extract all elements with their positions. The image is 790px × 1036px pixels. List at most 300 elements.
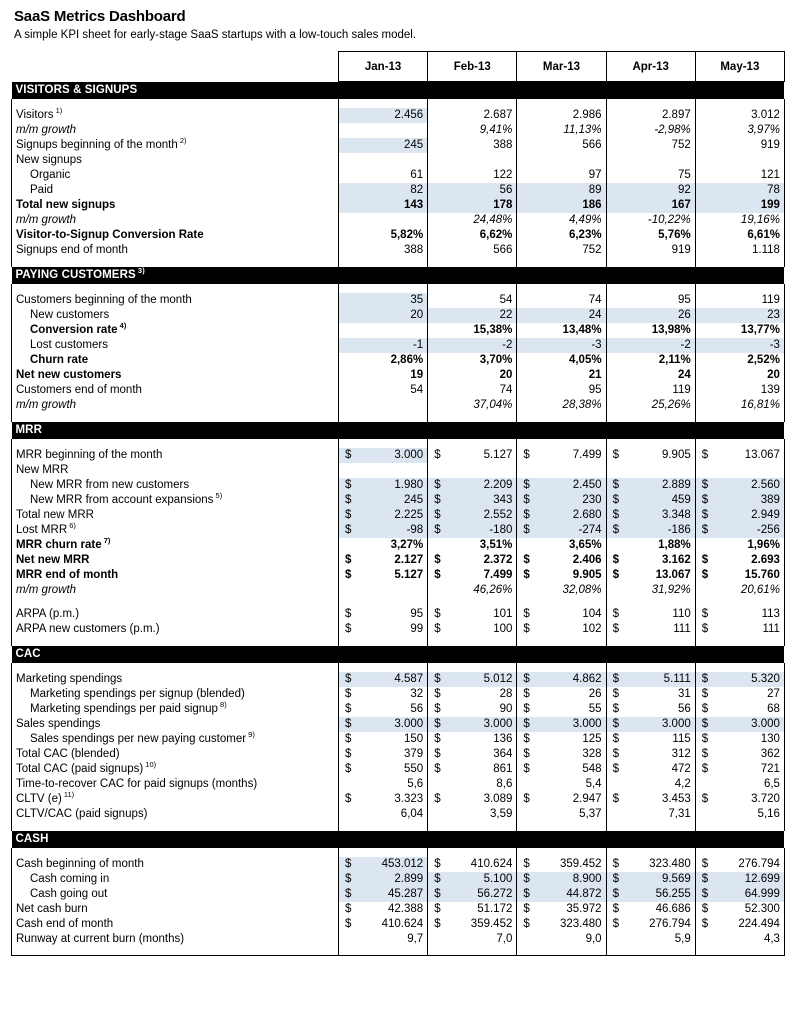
- cell-mrr-churn-rate-apr-13[interactable]: 1,88%: [606, 538, 695, 553]
- cell-cash-going-out-jan-13[interactable]: $ 45.287: [339, 887, 428, 902]
- cell-arpa-p-m-jan-13[interactable]: $ 95: [339, 607, 428, 622]
- cell-mrr-churn-rate-jan-13[interactable]: 3,27%: [339, 538, 428, 553]
- cell-new-customers-may-13[interactable]: 23: [695, 308, 784, 323]
- cell-arpa-new-customers-p-m-feb-13[interactable]: $ 100: [428, 622, 517, 637]
- spacer-cell: [606, 822, 695, 831]
- row-label-marketing-spendings-per-paid-signup: Marketing spendings per paid signup $^{8)}$: [12, 702, 339, 717]
- cell-cash-going-out-mar-13[interactable]: $ 44.872: [517, 887, 606, 902]
- cell-m-m-growth-jan-13[interactable]: [339, 398, 428, 413]
- cell-paid-apr-13[interactable]: 92: [606, 183, 695, 198]
- row-label-new-mrr: New MRR: [12, 463, 339, 478]
- cell-new-customers-feb-13[interactable]: 22: [428, 308, 517, 323]
- spacer-row: [12, 439, 785, 448]
- cell-total-new-mrr-mar-13[interactable]: $ 2.680: [517, 508, 606, 523]
- currency-symbol: $: [434, 903, 441, 915]
- cell-cash-coming-in-may-13[interactable]: $ 12.699: [695, 872, 784, 887]
- cell-total-cac-paid-signups-mar-13[interactable]: $ 548: [517, 762, 606, 777]
- cell-cash-end-of-month-apr-13[interactable]: $ 276.794: [606, 917, 695, 932]
- cell-new-signups-mar-13[interactable]: [517, 153, 606, 168]
- cell-net-cash-burn-may-13[interactable]: $ 52.300: [695, 902, 784, 917]
- cell-new-mrr-feb-13[interactable]: [428, 463, 517, 478]
- currency-symbol: $: [701, 888, 709, 900]
- table-row: [12, 777, 785, 792]
- cell-marketing-spendings-per-signup-blended-feb-13[interactable]: $ 28: [428, 687, 517, 702]
- cell-sales-spendings-per-new-paying-customer-feb-13[interactable]: $ 136: [428, 732, 517, 747]
- cell-customers-end-of-month-mar-13[interactable]: 95: [517, 383, 606, 398]
- spacer-cell: [428, 284, 517, 293]
- footnote-marker: 10): [143, 760, 157, 770]
- cell-m-m-growth-mar-13[interactable]: 11,13%: [517, 123, 606, 138]
- cell-total-cac-paid-signups-jan-13[interactable]: $ 550: [339, 762, 428, 777]
- cell-paid-feb-13[interactable]: 56: [428, 183, 517, 198]
- cell-cash-beginning-of-month-jan-13[interactable]: $ 453.012: [339, 857, 428, 872]
- cell-total-cac-blended-may-13[interactable]: $ 362: [695, 747, 784, 762]
- table-row: [12, 887, 785, 902]
- cell-new-mrr-from-account-expansions-mar-13[interactable]: $ 230: [517, 493, 606, 508]
- cell-sales-spendings-apr-13[interactable]: $ 3.000: [606, 717, 695, 732]
- cell-time-to-recover-cac-for-paid-signups-months-may-13[interactable]: 6,5: [695, 777, 784, 792]
- cell-net-new-customers-apr-13[interactable]: 24: [606, 368, 695, 383]
- currency-symbol: $: [434, 733, 441, 745]
- currency-symbol: $: [612, 793, 619, 805]
- currency-symbol: $: [345, 449, 352, 461]
- row-label-visitors: Visitors $^{1)}$: [12, 108, 339, 123]
- cell-mrr-beginning-of-the-month-mar-13[interactable]: $ 7.499: [517, 448, 606, 463]
- cell-sales-spendings-mar-13[interactable]: $ 3.000: [517, 717, 606, 732]
- cell-runway-at-current-burn-months-apr-13[interactable]: 5,9: [606, 932, 695, 947]
- spacer-row: [12, 598, 785, 607]
- cell-m-m-growth-mar-13[interactable]: 32,08%: [517, 583, 606, 598]
- cell-cltv-e-feb-13[interactable]: $ 3.089: [428, 792, 517, 807]
- currency-symbol: $: [701, 449, 709, 461]
- table-row: [12, 508, 785, 523]
- cell-cash-end-of-month-mar-13[interactable]: $ 323.480: [517, 917, 606, 932]
- cell-arpa-p-m-mar-13[interactable]: $ 104: [517, 607, 606, 622]
- cell-arpa-p-m-apr-13[interactable]: $ 110: [606, 607, 695, 622]
- cell-organic-apr-13[interactable]: 75: [606, 168, 695, 183]
- cell-marketing-spendings-may-13[interactable]: $ 5.320: [695, 672, 784, 687]
- cell-signups-end-of-month-apr-13[interactable]: 919: [606, 243, 695, 258]
- cell-lost-mrr-jan-13[interactable]: $ -98: [339, 523, 428, 538]
- cell-new-mrr-from-new-customers-may-13[interactable]: $ 2.560: [695, 478, 784, 493]
- currency-symbol: $: [434, 569, 441, 581]
- cell-arpa-new-customers-p-m-mar-13[interactable]: $ 102: [517, 622, 606, 637]
- currency-symbol: $: [612, 733, 619, 745]
- cell-cash-going-out-feb-13[interactable]: $ 56.272: [428, 887, 517, 902]
- cell-customers-beginning-of-the-month-mar-13[interactable]: 74: [517, 293, 606, 308]
- cell-mrr-end-of-month-jan-13[interactable]: $ 5.127: [339, 568, 428, 583]
- cell-lost-customers-feb-13[interactable]: -2: [428, 338, 517, 353]
- cell-conversion-rate-apr-13[interactable]: 13,98%: [606, 323, 695, 338]
- cell-lost-customers-mar-13[interactable]: -3: [517, 338, 606, 353]
- table-row: [12, 493, 785, 508]
- cell-m-m-growth-jan-13[interactable]: [339, 123, 428, 138]
- cell-paid-may-13[interactable]: 78: [695, 183, 784, 198]
- cell-churn-rate-mar-13[interactable]: 4,05%: [517, 353, 606, 368]
- cell-visitors-apr-13[interactable]: 2.897: [606, 108, 695, 123]
- cell-cltv-e-apr-13[interactable]: $ 3.453: [606, 792, 695, 807]
- cell-total-cac-paid-signups-feb-13[interactable]: $ 861: [428, 762, 517, 777]
- cell-runway-at-current-burn-months-feb-13[interactable]: 7,0: [428, 932, 517, 947]
- cell-runway-at-current-burn-months-may-13[interactable]: 4,3: [695, 932, 784, 947]
- row-label-sales-spendings: Sales spendings: [12, 717, 339, 732]
- cell-new-mrr-jan-13[interactable]: [339, 463, 428, 478]
- cell-cash-end-of-month-jan-13[interactable]: $ 410.624: [339, 917, 428, 932]
- spacer-cell: [339, 258, 428, 267]
- cell-marketing-spendings-per-signup-blended-jan-13[interactable]: $ 32: [339, 687, 428, 702]
- row-label-sales-spendings-per-new-paying-customer: Sales spendings per new paying customer $^{9)}$: [12, 732, 339, 747]
- cell-mrr-beginning-of-the-month-apr-13[interactable]: $ 9.905: [606, 448, 695, 463]
- cell-cash-beginning-of-month-apr-13[interactable]: $ 323.480: [606, 857, 695, 872]
- currency-symbol: $: [434, 673, 441, 685]
- cell-cash-coming-in-apr-13[interactable]: $ 9.569: [606, 872, 695, 887]
- cell-marketing-spendings-jan-13[interactable]: $ 4.587: [339, 672, 428, 687]
- cell-total-cac-blended-mar-13[interactable]: $ 328: [517, 747, 606, 762]
- cell-cltv-e-mar-13[interactable]: $ 2.947: [517, 792, 606, 807]
- row-label-runway-at-current-burn-months: Runway at current burn (months): [12, 932, 339, 947]
- cell-time-to-recover-cac-for-paid-signups-months-apr-13[interactable]: 4,2: [606, 777, 695, 792]
- cell-cash-coming-in-jan-13[interactable]: $ 2.899: [339, 872, 428, 887]
- cell-net-new-mrr-jan-13[interactable]: $ 2.127: [339, 553, 428, 568]
- cell-visitor-to-signup-conversion-rate-mar-13[interactable]: 6,23%: [517, 228, 606, 243]
- currency-symbol: $: [612, 494, 619, 506]
- cell-total-cac-paid-signups-apr-13[interactable]: $ 472: [606, 762, 695, 777]
- cell-cash-end-of-month-feb-13[interactable]: $ 359.452: [428, 917, 517, 932]
- cell-net-new-mrr-feb-13[interactable]: $ 2.372: [428, 553, 517, 568]
- cell-total-cac-blended-feb-13[interactable]: $ 364: [428, 747, 517, 762]
- cell-mrr-beginning-of-the-month-jan-13[interactable]: $ 3.000: [339, 448, 428, 463]
- cell-cash-beginning-of-month-feb-13[interactable]: $ 410.624: [428, 857, 517, 872]
- cell-new-mrr-from-new-customers-jan-13[interactable]: $ 1.980: [339, 478, 428, 493]
- cell-visitors-may-13[interactable]: 3.012: [695, 108, 784, 123]
- cell-lost-mrr-feb-13[interactable]: $ -180: [428, 523, 517, 538]
- cell-mrr-beginning-of-the-month-may-13[interactable]: $ 13.067: [695, 448, 784, 463]
- table-row: [12, 932, 785, 947]
- cell-churn-rate-may-13[interactable]: 2,52%: [695, 353, 784, 368]
- cell-m-m-growth-apr-13[interactable]: -10,22%: [606, 213, 695, 228]
- cell-new-mrr-from-new-customers-mar-13[interactable]: $ 2.450: [517, 478, 606, 493]
- cell-signups-end-of-month-feb-13[interactable]: 566: [428, 243, 517, 258]
- cell-signups-beginning-of-the-month-jan-13[interactable]: 245: [339, 138, 428, 153]
- currency-symbol: $: [434, 494, 441, 506]
- cell-m-m-growth-feb-13[interactable]: 46,26%: [428, 583, 517, 598]
- table-row: [12, 198, 785, 213]
- spacer-cell: [428, 947, 517, 956]
- cell-m-m-growth-feb-13[interactable]: 37,04%: [428, 398, 517, 413]
- cell-visitors-jan-13[interactable]: 2.456: [339, 108, 428, 123]
- cell-sales-spendings-feb-13[interactable]: $ 3.000: [428, 717, 517, 732]
- cell-new-signups-apr-13[interactable]: [606, 153, 695, 168]
- cell-m-m-growth-jan-13[interactable]: [339, 583, 428, 598]
- spacer-label: [12, 848, 339, 857]
- cell-total-new-signups-may-13[interactable]: 199: [695, 198, 784, 213]
- table-row: [12, 478, 785, 493]
- cell-new-mrr-from-account-expansions-feb-13[interactable]: $ 343: [428, 493, 517, 508]
- cell-m-m-growth-jan-13[interactable]: [339, 213, 428, 228]
- currency-symbol: $: [612, 509, 619, 521]
- currency-symbol: $: [434, 793, 441, 805]
- cell-cash-coming-in-mar-13[interactable]: $ 8.900: [517, 872, 606, 887]
- currency-symbol: $: [612, 763, 619, 775]
- spacer-cell: [428, 848, 517, 857]
- cell-time-to-recover-cac-for-paid-signups-months-feb-13[interactable]: 8,6: [428, 777, 517, 792]
- cell-new-signups-may-13[interactable]: [695, 153, 784, 168]
- cell-customers-beginning-of-the-month-apr-13[interactable]: 95: [606, 293, 695, 308]
- cell-net-new-customers-mar-13[interactable]: 21: [517, 368, 606, 383]
- cell-marketing-spendings-per-paid-signup-feb-13[interactable]: $ 90: [428, 702, 517, 717]
- cell-net-new-mrr-mar-13[interactable]: $ 2.406: [517, 553, 606, 568]
- cell-signups-end-of-month-may-13[interactable]: 1.118: [695, 243, 784, 258]
- cell-cash-going-out-apr-13[interactable]: $ 56.255: [606, 887, 695, 902]
- cell-customers-end-of-month-jan-13[interactable]: 54: [339, 383, 428, 398]
- cell-time-to-recover-cac-for-paid-signups-months-mar-13[interactable]: 5,4: [517, 777, 606, 792]
- cell-total-cac-blended-jan-13[interactable]: $ 379: [339, 747, 428, 762]
- cell-new-mrr-from-account-expansions-may-13[interactable]: $ 389: [695, 493, 784, 508]
- table-row: [12, 308, 785, 323]
- cell-total-new-signups-jan-13[interactable]: 143: [339, 198, 428, 213]
- cell-signups-beginning-of-the-month-apr-13[interactable]: 752: [606, 138, 695, 153]
- cell-sales-spendings-per-new-paying-customer-may-13[interactable]: $ 130: [695, 732, 784, 747]
- cell-mrr-end-of-month-apr-13[interactable]: $ 13.067: [606, 568, 695, 583]
- cell-visitors-feb-13[interactable]: 2.687: [428, 108, 517, 123]
- table-row: [12, 463, 785, 478]
- cell-cltv-cac-paid-signups-feb-13[interactable]: 3,59: [428, 807, 517, 822]
- cell-lost-mrr-may-13[interactable]: $ -256: [695, 523, 784, 538]
- currency-symbol: $: [612, 903, 619, 915]
- currency-symbol: $: [345, 718, 352, 730]
- cell-visitor-to-signup-conversion-rate-may-13[interactable]: 6,61%: [695, 228, 784, 243]
- cell-m-m-growth-may-13[interactable]: 16,81%: [695, 398, 784, 413]
- cell-mrr-churn-rate-may-13[interactable]: 1,96%: [695, 538, 784, 553]
- cell-visitor-to-signup-conversion-rate-apr-13[interactable]: 5,76%: [606, 228, 695, 243]
- cell-customers-end-of-month-feb-13[interactable]: 74: [428, 383, 517, 398]
- cell-net-cash-burn-jan-13[interactable]: $ 42.388: [339, 902, 428, 917]
- cell-cltv-e-may-13[interactable]: $ 3.720: [695, 792, 784, 807]
- cell-m-m-growth-may-13[interactable]: 3,97%: [695, 123, 784, 138]
- cell-customers-end-of-month-apr-13[interactable]: 119: [606, 383, 695, 398]
- cell-total-new-mrr-feb-13[interactable]: $ 2.552: [428, 508, 517, 523]
- cell-sales-spendings-per-new-paying-customer-mar-13[interactable]: $ 125: [517, 732, 606, 747]
- cell-lost-mrr-apr-13[interactable]: $ -186: [606, 523, 695, 538]
- cell-sales-spendings-jan-13[interactable]: $ 3.000: [339, 717, 428, 732]
- cell-mrr-end-of-month-feb-13[interactable]: $ 7.499: [428, 568, 517, 583]
- cell-marketing-spendings-per-signup-blended-mar-13[interactable]: $ 26: [517, 687, 606, 702]
- spacer-cell: [695, 413, 784, 422]
- cell-net-cash-burn-apr-13[interactable]: $ 46.686: [606, 902, 695, 917]
- cell-marketing-spendings-feb-13[interactable]: $ 5.012: [428, 672, 517, 687]
- cell-paid-jan-13[interactable]: 82: [339, 183, 428, 198]
- cell-mrr-end-of-month-mar-13[interactable]: $ 9.905: [517, 568, 606, 583]
- table-row: [12, 583, 785, 598]
- cell-sales-spendings-may-13[interactable]: $ 3.000: [695, 717, 784, 732]
- cell-arpa-new-customers-p-m-apr-13[interactable]: $ 111: [606, 622, 695, 637]
- cell-net-new-customers-jan-13[interactable]: 19: [339, 368, 428, 383]
- cell-signups-end-of-month-jan-13[interactable]: 388: [339, 243, 428, 258]
- spacer-cell: [606, 598, 695, 607]
- cell-marketing-spendings-per-paid-signup-apr-13[interactable]: $ 56: [606, 702, 695, 717]
- currency-symbol: $: [434, 858, 441, 870]
- currency-symbol: $: [345, 888, 352, 900]
- row-label-lost-mrr: Lost MRR $^{6)}$: [12, 523, 339, 538]
- cell-conversion-rate-may-13[interactable]: 13,77%: [695, 323, 784, 338]
- cell-marketing-spendings-per-paid-signup-jan-13[interactable]: $ 56: [339, 702, 428, 717]
- cell-churn-rate-apr-13[interactable]: 2,11%: [606, 353, 695, 368]
- cell-conversion-rate-mar-13[interactable]: 13,48%: [517, 323, 606, 338]
- cell-signups-end-of-month-mar-13[interactable]: 752: [517, 243, 606, 258]
- cell-lost-customers-may-13[interactable]: -3: [695, 338, 784, 353]
- cell-cltv-cac-paid-signups-jan-13[interactable]: 6,04: [339, 807, 428, 822]
- cell-m-m-growth-apr-13[interactable]: -2,98%: [606, 123, 695, 138]
- section-header-paying-customers: [12, 267, 785, 284]
- cell-total-cac-paid-signups-may-13[interactable]: $ 721: [695, 762, 784, 777]
- cell-arpa-p-m-may-13[interactable]: $ 113: [695, 607, 784, 622]
- currency-symbol: $: [434, 623, 441, 635]
- cell-cash-going-out-may-13[interactable]: $ 64.999: [695, 887, 784, 902]
- cell-total-new-signups-mar-13[interactable]: 186: [517, 198, 606, 213]
- cell-arpa-p-m-feb-13[interactable]: $ 101: [428, 607, 517, 622]
- page-header: [0, 0, 790, 43]
- currency-symbol: $: [701, 918, 709, 930]
- section-title: VISITORS & SIGNUPS: [12, 82, 785, 99]
- cell-total-new-signups-apr-13[interactable]: 167: [606, 198, 695, 213]
- cell-runway-at-current-burn-months-jan-13[interactable]: 9,7: [339, 932, 428, 947]
- currency-symbol: $: [701, 688, 709, 700]
- cell-organic-jan-13[interactable]: 61: [339, 168, 428, 183]
- cell-new-mrr-from-new-customers-feb-13[interactable]: $ 2.209: [428, 478, 517, 493]
- cell-new-signups-feb-13[interactable]: [428, 153, 517, 168]
- cell-cash-beginning-of-month-may-13[interactable]: $ 276.794: [695, 857, 784, 872]
- cell-churn-rate-feb-13[interactable]: 3,70%: [428, 353, 517, 368]
- cell-cltv-cac-paid-signups-apr-13[interactable]: 7,31: [606, 807, 695, 822]
- cell-lost-mrr-mar-13[interactable]: $ -274: [517, 523, 606, 538]
- cell-sales-spendings-per-new-paying-customer-jan-13[interactable]: $ 150: [339, 732, 428, 747]
- cell-new-mrr-from-new-customers-apr-13[interactable]: $ 2.889: [606, 478, 695, 493]
- cell-conversion-rate-jan-13[interactable]: [339, 323, 428, 338]
- cell-m-m-growth-feb-13[interactable]: 24,48%: [428, 213, 517, 228]
- cell-customers-beginning-of-the-month-feb-13[interactable]: 54: [428, 293, 517, 308]
- cell-organic-mar-13[interactable]: 97: [517, 168, 606, 183]
- cell-total-new-signups-feb-13[interactable]: 178: [428, 198, 517, 213]
- cell-paid-mar-13[interactable]: 89: [517, 183, 606, 198]
- cell-signups-beginning-of-the-month-feb-13[interactable]: 388: [428, 138, 517, 153]
- cell-new-mrr-apr-13[interactable]: [606, 463, 695, 478]
- cell-organic-feb-13[interactable]: 122: [428, 168, 517, 183]
- cell-new-mrr-from-account-expansions-jan-13[interactable]: $ 245: [339, 493, 428, 508]
- cell-marketing-spendings-per-signup-blended-apr-13[interactable]: $ 31: [606, 687, 695, 702]
- cell-total-cac-blended-apr-13[interactable]: $ 312: [606, 747, 695, 762]
- column-header-feb: Feb-13: [428, 52, 517, 82]
- cell-sales-spendings-per-new-paying-customer-apr-13[interactable]: $ 115: [606, 732, 695, 747]
- spacer-label: [12, 822, 339, 831]
- currency-symbol: $: [345, 763, 352, 775]
- table-bottom-border: [12, 956, 785, 957]
- table-row: [12, 138, 785, 153]
- cell-new-signups-jan-13[interactable]: [339, 153, 428, 168]
- cell-visitor-to-signup-conversion-rate-feb-13[interactable]: 6,62%: [428, 228, 517, 243]
- cell-cltv-e-jan-13[interactable]: $ 3.323: [339, 792, 428, 807]
- cell-lost-customers-jan-13[interactable]: -1: [339, 338, 428, 353]
- cell-new-customers-mar-13[interactable]: 24: [517, 308, 606, 323]
- cell-net-cash-burn-mar-13[interactable]: $ 35.972: [517, 902, 606, 917]
- cell-marketing-spendings-apr-13[interactable]: $ 5.111: [606, 672, 695, 687]
- cell-conversion-rate-feb-13[interactable]: 15,38%: [428, 323, 517, 338]
- cell-customers-end-of-month-may-13[interactable]: 139: [695, 383, 784, 398]
- cell-signups-beginning-of-the-month-may-13[interactable]: 919: [695, 138, 784, 153]
- spacer-cell: [606, 258, 695, 267]
- row-label-signups-end-of-month: Signups end of month: [12, 243, 339, 258]
- cell-net-cash-burn-feb-13[interactable]: $ 51.172: [428, 902, 517, 917]
- cell-cash-coming-in-feb-13[interactable]: $ 5.100: [428, 872, 517, 887]
- cell-marketing-spendings-per-paid-signup-may-13[interactable]: $ 68: [695, 702, 784, 717]
- cell-m-m-growth-feb-13[interactable]: 9,41%: [428, 123, 517, 138]
- cell-mrr-end-of-month-may-13[interactable]: $ 15.760: [695, 568, 784, 583]
- currency-symbol: $: [434, 449, 441, 461]
- currency-symbol: $: [345, 748, 352, 760]
- cell-new-mrr-mar-13[interactable]: [517, 463, 606, 478]
- row-label-marketing-spendings: Marketing spendings: [12, 672, 339, 687]
- cell-organic-may-13[interactable]: 121: [695, 168, 784, 183]
- cell-arpa-new-customers-p-m-may-13[interactable]: $ 111: [695, 622, 784, 637]
- currency-symbol: $: [345, 554, 352, 566]
- cell-cash-beginning-of-month-mar-13[interactable]: $ 359.452: [517, 857, 606, 872]
- cell-cltv-cac-paid-signups-mar-13[interactable]: 5,37: [517, 807, 606, 822]
- cell-customers-beginning-of-the-month-jan-13[interactable]: 35: [339, 293, 428, 308]
- corner-cell: [12, 52, 339, 82]
- cell-cltv-cac-paid-signups-may-13[interactable]: 5,16: [695, 807, 784, 822]
- cell-marketing-spendings-per-paid-signup-mar-13[interactable]: $ 55: [517, 702, 606, 717]
- cell-total-new-mrr-jan-13[interactable]: $ 2.225: [339, 508, 428, 523]
- cell-m-m-growth-apr-13[interactable]: 25,26%: [606, 398, 695, 413]
- cell-m-m-growth-apr-13[interactable]: 31,92%: [606, 583, 695, 598]
- cell-net-new-customers-may-13[interactable]: 20: [695, 368, 784, 383]
- cell-churn-rate-jan-13[interactable]: 2,86%: [339, 353, 428, 368]
- spacer-cell: [339, 637, 428, 646]
- cell-lost-customers-apr-13[interactable]: -2: [606, 338, 695, 353]
- cell-cash-end-of-month-may-13[interactable]: $ 224.494: [695, 917, 784, 932]
- cell-mrr-churn-rate-feb-13[interactable]: 3,51%: [428, 538, 517, 553]
- cell-customers-beginning-of-the-month-may-13[interactable]: 119: [695, 293, 784, 308]
- cell-visitors-mar-13[interactable]: 2.986: [517, 108, 606, 123]
- cell-mrr-beginning-of-the-month-feb-13[interactable]: $ 5.127: [428, 448, 517, 463]
- cell-new-mrr-from-account-expansions-apr-13[interactable]: $ 459: [606, 493, 695, 508]
- cell-total-new-mrr-may-13[interactable]: $ 2.949: [695, 508, 784, 523]
- table-row: [12, 153, 785, 168]
- cell-marketing-spendings-mar-13[interactable]: $ 4.862: [517, 672, 606, 687]
- cell-new-customers-jan-13[interactable]: 20: [339, 308, 428, 323]
- table-row: [12, 622, 785, 637]
- cell-m-m-growth-mar-13[interactable]: 28,38%: [517, 398, 606, 413]
- cell-visitor-to-signup-conversion-rate-jan-13[interactable]: 5,82%: [339, 228, 428, 243]
- cell-signups-beginning-of-the-month-mar-13[interactable]: 566: [517, 138, 606, 153]
- cell-new-customers-apr-13[interactable]: 26: [606, 308, 695, 323]
- cell-m-m-growth-may-13[interactable]: 19,16%: [695, 213, 784, 228]
- spacer-cell: [517, 439, 606, 448]
- spacer-cell: [606, 637, 695, 646]
- cell-marketing-spendings-per-signup-blended-may-13[interactable]: $ 27: [695, 687, 784, 702]
- cell-net-new-customers-feb-13[interactable]: 20: [428, 368, 517, 383]
- cell-m-m-growth-may-13[interactable]: 20,61%: [695, 583, 784, 598]
- cell-mrr-churn-rate-mar-13[interactable]: 3,65%: [517, 538, 606, 553]
- cell-time-to-recover-cac-for-paid-signups-months-jan-13[interactable]: 5,6: [339, 777, 428, 792]
- cell-net-new-mrr-apr-13[interactable]: $ 3.162: [606, 553, 695, 568]
- cell-runway-at-current-burn-months-mar-13[interactable]: 9,0: [517, 932, 606, 947]
- section-title: PAYING CUSTOMERS $^{3)}$: [12, 267, 785, 284]
- cell-arpa-new-customers-p-m-jan-13[interactable]: $ 99: [339, 622, 428, 637]
- cell-new-mrr-may-13[interactable]: [695, 463, 784, 478]
- cell-m-m-growth-mar-13[interactable]: 4,49%: [517, 213, 606, 228]
- cell-net-new-mrr-may-13[interactable]: $ 2.693: [695, 553, 784, 568]
- cell-total-new-mrr-apr-13[interactable]: $ 3.348: [606, 508, 695, 523]
